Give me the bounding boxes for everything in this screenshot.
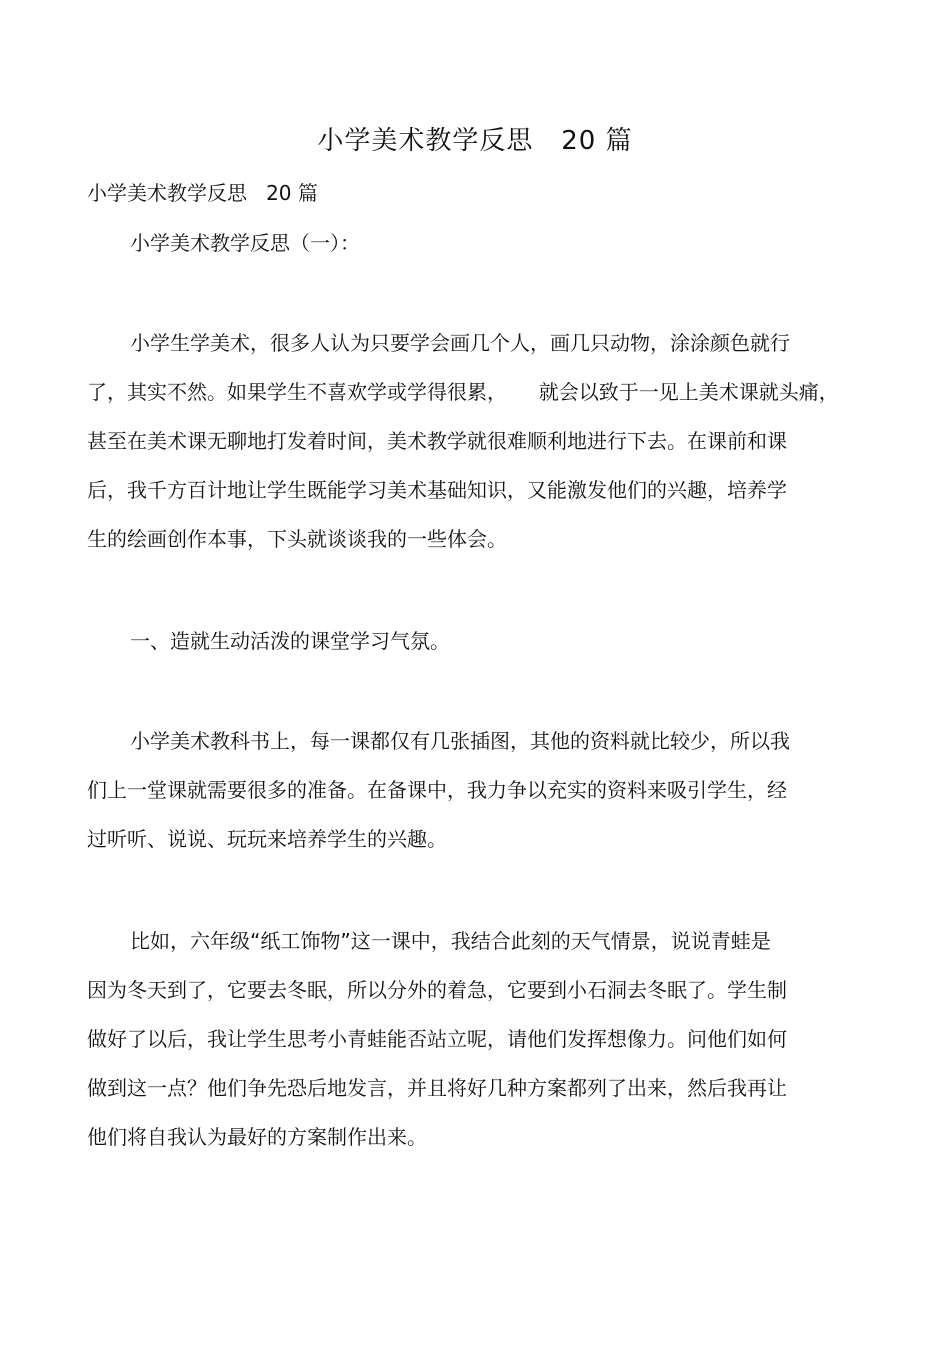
paragraph-1 [87,319,847,564]
section-title: 小学美术教学反思（一）： [130,231,360,255]
paragraph-line: 甚至在美术课无聊地打发着时间，美术教学就很难顺利地进行下去。在课前和课 [87,429,787,453]
paragraph-line: 比如，六年级“纸工饰物”这一课中，我结合此刻的天气情景，说说青蛙是 [130,929,771,953]
paragraph-line: 他们将自我认为最好的方案制作出来。 [87,1125,427,1149]
paragraph-line: 后，我千方百计地让学生既能学习美术基础知识，又能激发他们的兴趣，培养学 [87,478,787,502]
paragraph-line: 小学生学美术，很多人认为只要学会画几个人，画几只动物，涂涂颜色就行 [130,331,790,355]
paragraph-2 [87,717,847,864]
paragraph-3 [87,917,847,1162]
document-subtitle: 小学美术教学反思 20 篇 [87,181,318,205]
paragraph-line: 做到这一点？他们争先恐后地发言，并且将好几种方案都列了出来，然后我再让 [87,1076,787,1100]
section-heading-1: 一、造就生动活泼的课堂学习气氛。 [130,629,450,653]
paragraph-line: 生的绘画创作本事，下头就谈谈我的一些体会。 [87,527,507,551]
paragraph-line: 们上一堂课就需要很多的准备。在备课中，我力争以充实的资料来吸引学生，经 [87,778,787,802]
paragraph-line: 因为冬天到了，它要去冬眠，所以分外的着急，它要到小石洞去冬眠了。学生制 [87,978,787,1002]
document-title: 小学美术教学反思 20 篇 [317,126,633,156]
paragraph-line: 了，其实不然。如果学生不喜欢学或学得很累， 就会以致于一见上美术课就头痛， [87,380,839,404]
paragraph-line: 过听听、说说、玩玩来培养学生的兴趣。 [87,827,447,851]
paragraph-line: 做好了以后，我让学生思考小青蛙能否站立呢，请他们发挥想像力。问他们如何 [87,1027,787,1051]
paragraph-line: 小学美术教科书上，每一课都仅有几张插图，其他的资料就比较少，所以我 [130,729,790,753]
